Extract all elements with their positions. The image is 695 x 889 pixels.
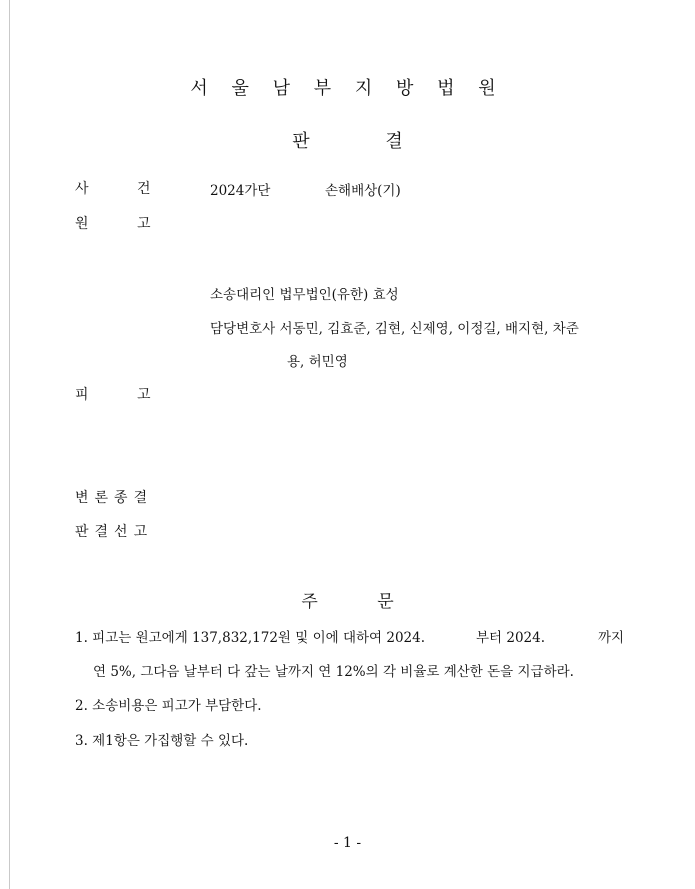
page-number: - 1 - (333, 835, 362, 851)
plaintiff-representative: 소송대리인 법무법인(유한) 효성 (210, 287, 399, 303)
plaintiff-label: 원 고 (75, 216, 151, 232)
disposition-item-1: 1. 피고는 원고에게 137,832,172원 및 이에 대하여 2024. (75, 630, 426, 646)
document-type: 판 결 (292, 131, 403, 152)
case-number: 2024가단 (210, 183, 271, 199)
disposition-item-1-continued: 연 5%, 그다음 날부터 다 갚는 날까지 연 12%의 각 비율로 계산한 돈을 지급하라. (93, 664, 574, 680)
defendant-label: 피 고 (75, 387, 151, 403)
plaintiff-lawyers-continued: 용, 허민영 (287, 354, 348, 370)
disposition-item-3: 3. 제1항은 가집행할 수 있다. (75, 733, 249, 749)
disposition-item-1-until: 까지 (598, 630, 625, 646)
disposition-item-1-from: 부터 2024. (476, 630, 546, 646)
ruling-date-label: 판결선고 (75, 524, 154, 540)
disposition-title: 주 문 (301, 592, 394, 612)
case-name: 손해배상(기) (325, 183, 401, 199)
closing-date-label: 변론종결 (75, 490, 154, 506)
disposition-item-2: 2. 소송비용은 피고가 부담한다. (75, 698, 262, 714)
plaintiff-lawyers: 담당변호사 서동민, 김효준, 김현, 신제영, 이정길, 배지현, 차준 (210, 321, 579, 337)
court-name: 서 울 남 부 지 방 법 원 (190, 78, 505, 99)
case-label: 사 건 (75, 181, 151, 197)
